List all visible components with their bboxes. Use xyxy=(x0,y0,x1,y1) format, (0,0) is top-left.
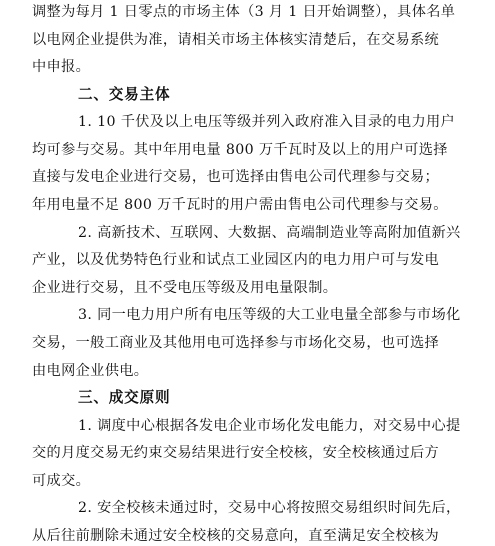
section-2-item-1-line-4: 年用电量不足 800 万千瓦时的用户需由售电公司代理参与交易。 xyxy=(32,197,448,213)
section-2-item-2-line-3: 企业进行交易，且不受电压等级及用电量限制。 xyxy=(32,280,338,296)
section-3-item-1-line-2: 交的月度交易无约束交易结果进行安全校核，安全校核通过后方 xyxy=(32,445,440,461)
section-2-item-1-line-2: 均可参与交易。其中年用电量 800 万千瓦时及以上的用户可选择 xyxy=(32,142,448,158)
section-3-item-1-line-1: 1. 调度中心根据各发电企业市场化发电能力，对交易中心提 xyxy=(78,418,461,434)
section-3-item-2-line-2: 从后往前删除未通过安全校核的交易意向，直至满足安全校核为 xyxy=(32,528,440,544)
section-2-item-3-line-2: 交易，一般工商业及其他用电可选择参与市场化交易，也可选择 xyxy=(32,335,440,351)
section-2-item-3-line-3: 由电网企业供电。 xyxy=(32,363,149,379)
intro-line-3: 中申报。 xyxy=(32,59,91,75)
section-2-item-3-line-1: 3. 同一电力用户所有电压等级的大工业电量全部参与市场化 xyxy=(78,307,461,323)
section-2-item-2-line-1: 2. 高新技术、互联网、大数据、高端制造业等高附加值新兴 xyxy=(78,225,461,241)
section-2-item-2-line-2: 产业，以及优势特色行业和试点工业园区内的电力用户可与发电 xyxy=(32,252,440,268)
intro-line-2: 以电网企业提供为准，请相关市场主体核实清楚后，在交易系统 xyxy=(32,32,440,48)
intro-line-1: 调整为每月 1 日零点的市场主体（3 月 1 日开始调整），具体名单 xyxy=(32,4,456,20)
section-3-item-2-line-1: 2. 安全校核未通过时，交易中心将按照交易组织时间先后， xyxy=(78,500,461,516)
section-3-item-1-line-3: 可成交。 xyxy=(32,473,91,489)
section-3-heading: 三、成交原则 xyxy=(78,389,171,406)
section-2-heading: 二、交易主体 xyxy=(78,86,171,103)
section-2-item-1-line-1: 1. 10 千伏及以上电压等级并列入政府准入目录的电力用户 xyxy=(78,114,456,130)
section-2-item-1-line-3: 直接与发电企业进行交易，也可选择由售电公司代理参与交易； xyxy=(32,169,440,185)
